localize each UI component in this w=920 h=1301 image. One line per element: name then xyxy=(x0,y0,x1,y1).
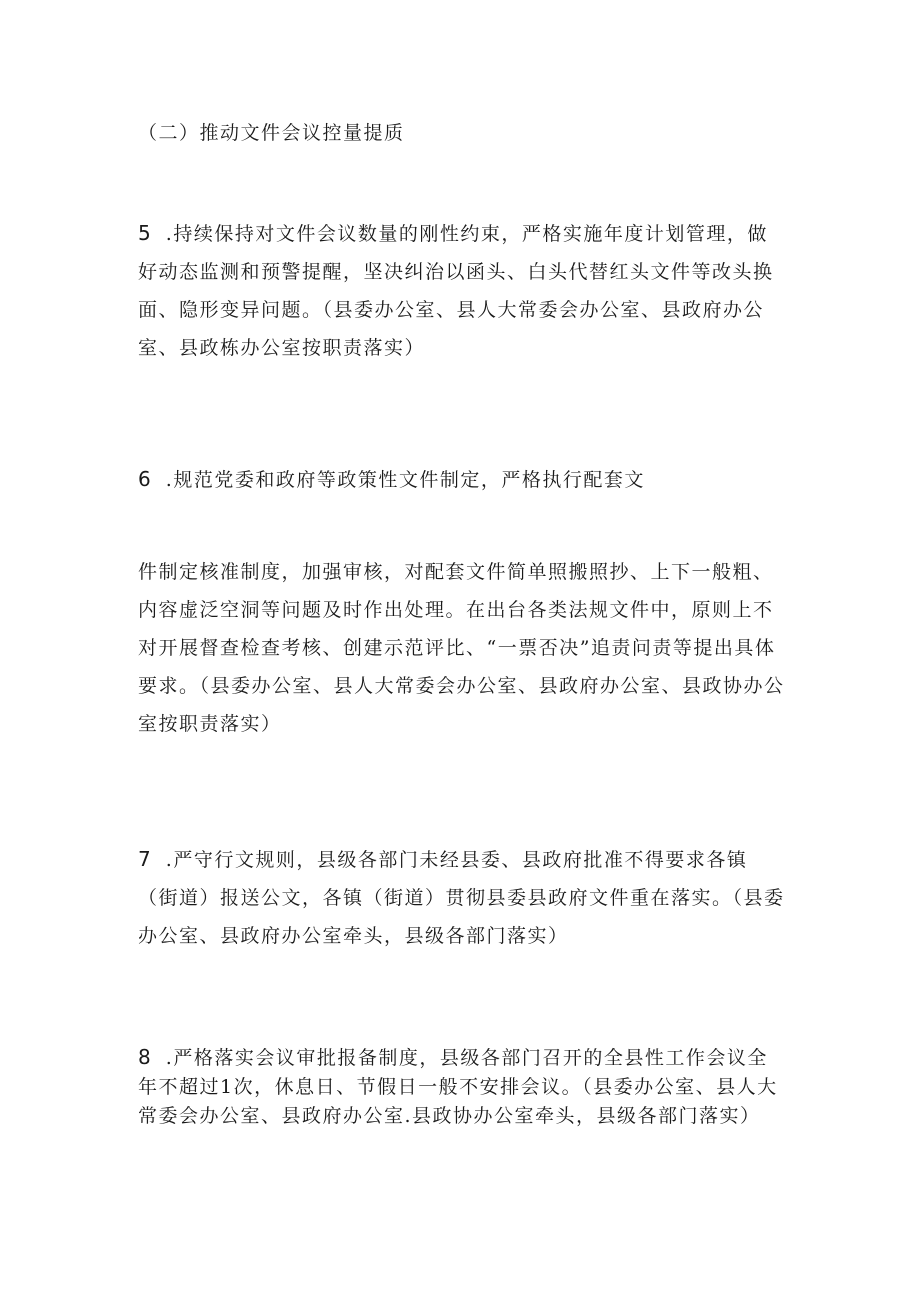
item-8-text: .严格落实会议审批报备制度，县级各部门召开的全县性工作会议全年不超过1次，休息日、节假日一般不安排会议。（县委办公室、县人大常委会办公室、县政府办公室.县政协办公室牵头，县级各部门落实） xyxy=(138,1047,778,1127)
item-7-paragraph xyxy=(138,840,788,955)
item-7-number: 7 xyxy=(138,847,153,871)
item-6-paragraph xyxy=(138,460,788,499)
item-5-number: 5 xyxy=(138,221,153,245)
item-5-text: .持续保持对文件会议数量的刚性约束，严格实施年度计划管理，做好动态监测和预警提醒，坚决纠治以函头、白头代替红头文件等改头换面、隐形变异问题。（县委办公室、县人大常委会办公室、县政府办公室、县政栋办公室按职责落实） xyxy=(138,223,774,359)
item-6-continuation-paragraph: 件制定核准制度，加强审核，对配套文件简单照搬照抄、上下一般粗、内容虚泛空洞等问题及时作出处理。在出台各类法规文件中，原则上不对开展督查检查考核、创建示范评比、“一票否决”追责问责等提出具体要求。（县委办公室、县人大常委会办公室、县政府办公室、县政协办公室按职责落实） xyxy=(138,561,785,735)
item-8-paragraph xyxy=(138,1043,788,1131)
item-7-text: .严守行文规则，县级各部门未经县委、县政府批准不得要求各镇（街道）报送公文，各镇（街道）贯彻县委县政府文件重在落实。（县委办公室、县政府办公室牵头，县级各部门落实） xyxy=(138,849,785,947)
item-6-number: 6 xyxy=(138,467,153,491)
item-6-text: .规范党委和政府等政策性文件制定，严格执行配套文 xyxy=(158,469,645,491)
item-5-paragraph xyxy=(138,214,788,367)
section-heading: （二）推动文件会议控量提质 xyxy=(138,122,405,144)
item-8-number: 8 xyxy=(138,1045,153,1069)
